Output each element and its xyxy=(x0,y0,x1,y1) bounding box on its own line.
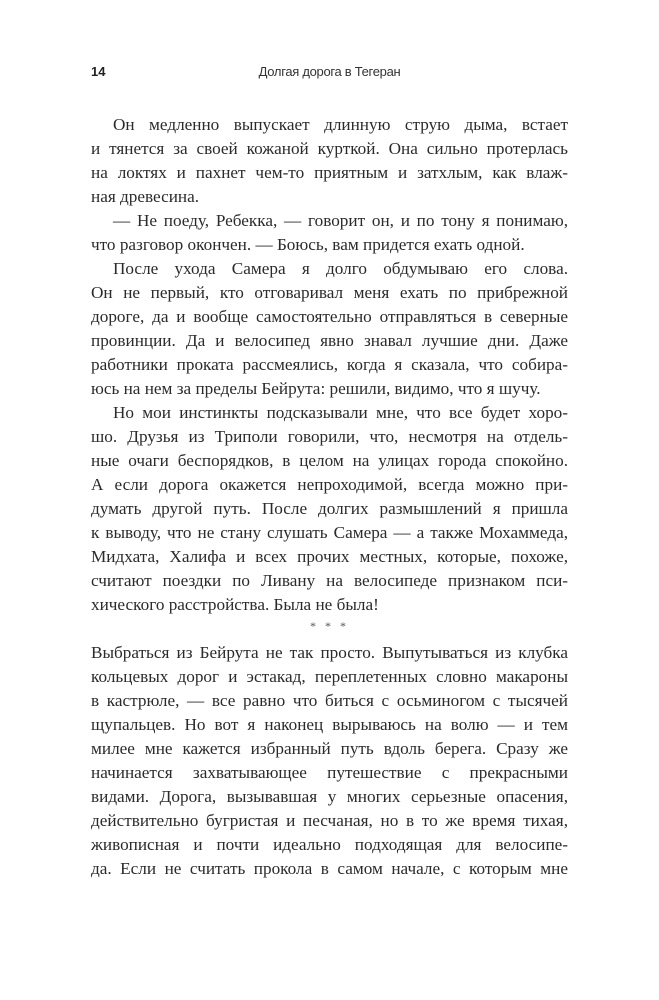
text-line: и тянется за своей кожаной курткой. Она сильно протерлась xyxy=(91,139,568,158)
text-line: да. Если не считать прокола в самом начале, с которым мне xyxy=(91,859,568,878)
text-line: думать другой путь. После долгих размышлений я пришла xyxy=(91,499,568,518)
text-line: провинции. Да и велосипед явно знавал лучшие дни. Даже xyxy=(91,331,568,350)
text-line: считают поездки по Ливану на велосипеде признаком пси- xyxy=(91,571,568,590)
text-line: юсь на нем за пределы Бейрута: решили, видимо, что я шучу. xyxy=(91,379,541,398)
section-separator: * * * xyxy=(310,619,349,633)
text-line: милее мне кажется избранный путь вдоль берега. Сразу же xyxy=(91,739,568,758)
text-line: живописная и почти идеально подходящая для велосипе- xyxy=(91,835,568,854)
text-line: ные очаги беспорядков, в целом на улицах города спокойно. xyxy=(91,451,568,470)
text-section-1 xyxy=(91,115,568,619)
text-section-2 xyxy=(91,643,568,883)
text-line: дороге, да и вообще самостоятельно отправляться в северные xyxy=(91,307,568,326)
text-line: Но мои инстинкты подсказывали мне, что все будет хоро- xyxy=(113,403,568,422)
text-line: Он медленно выпускает длинную струю дыма, встает xyxy=(113,115,568,134)
text-line: ная древесина. xyxy=(91,187,200,206)
text-line: — Не поеду, Ребекка, — говорит он, и по тону я понимаю, xyxy=(113,211,568,230)
text-line: щупальцев. Но вот я наконец вырываюсь на волю — и тем xyxy=(91,715,568,734)
page-number: 14 xyxy=(91,64,106,79)
text-line: хического расстройства. Была не была! xyxy=(91,595,379,614)
text-line: Он не первый, кто отговаривал меня ехать по прибрежной xyxy=(91,283,568,302)
text-line: работники проката рассмеялись, когда я сказала, что собира- xyxy=(91,355,568,374)
text-line: После ухода Самера я долго обдумываю его слова. xyxy=(113,259,568,278)
running-title: Долгая дорога в Тегеран xyxy=(258,64,401,79)
text-line: начинается захватывающее путешествие с прекрасными xyxy=(91,763,568,782)
text-line: кольцевых дорог и эстакад, переплетенных словно макароны xyxy=(91,667,568,686)
text-line: Мидхата, Халифа и всех прочих местных, которые, похоже, xyxy=(91,547,568,566)
text-line: что разговор окончен. — Боюсь, вам придется ехать одной. xyxy=(91,235,525,254)
body-text xyxy=(91,115,568,883)
text-line: Выбраться из Бейрута не так просто. Выпутываться из клубка xyxy=(91,643,568,662)
text-line: А если дорога окажется непроходимой, всегда можно при- xyxy=(91,475,568,494)
text-line: к выводу, что не стану слушать Самера — а также Мохаммеда, xyxy=(91,523,568,542)
text-line: в кастрюле, — все равно что биться с осьминогом с тысячей xyxy=(91,691,568,710)
text-line: действительно бугристая и песчаная, но в то же время тихая, xyxy=(91,811,568,830)
text-line: видами. Дорога, вызывавшая у многих серьезные опасения, xyxy=(91,787,568,806)
text-line: на локтях и пахнет чем-то приятным и затхлым, как влаж- xyxy=(91,163,568,182)
text-line: шо. Друзья из Триполи говорили, что, несмотря на отдель- xyxy=(91,427,568,446)
